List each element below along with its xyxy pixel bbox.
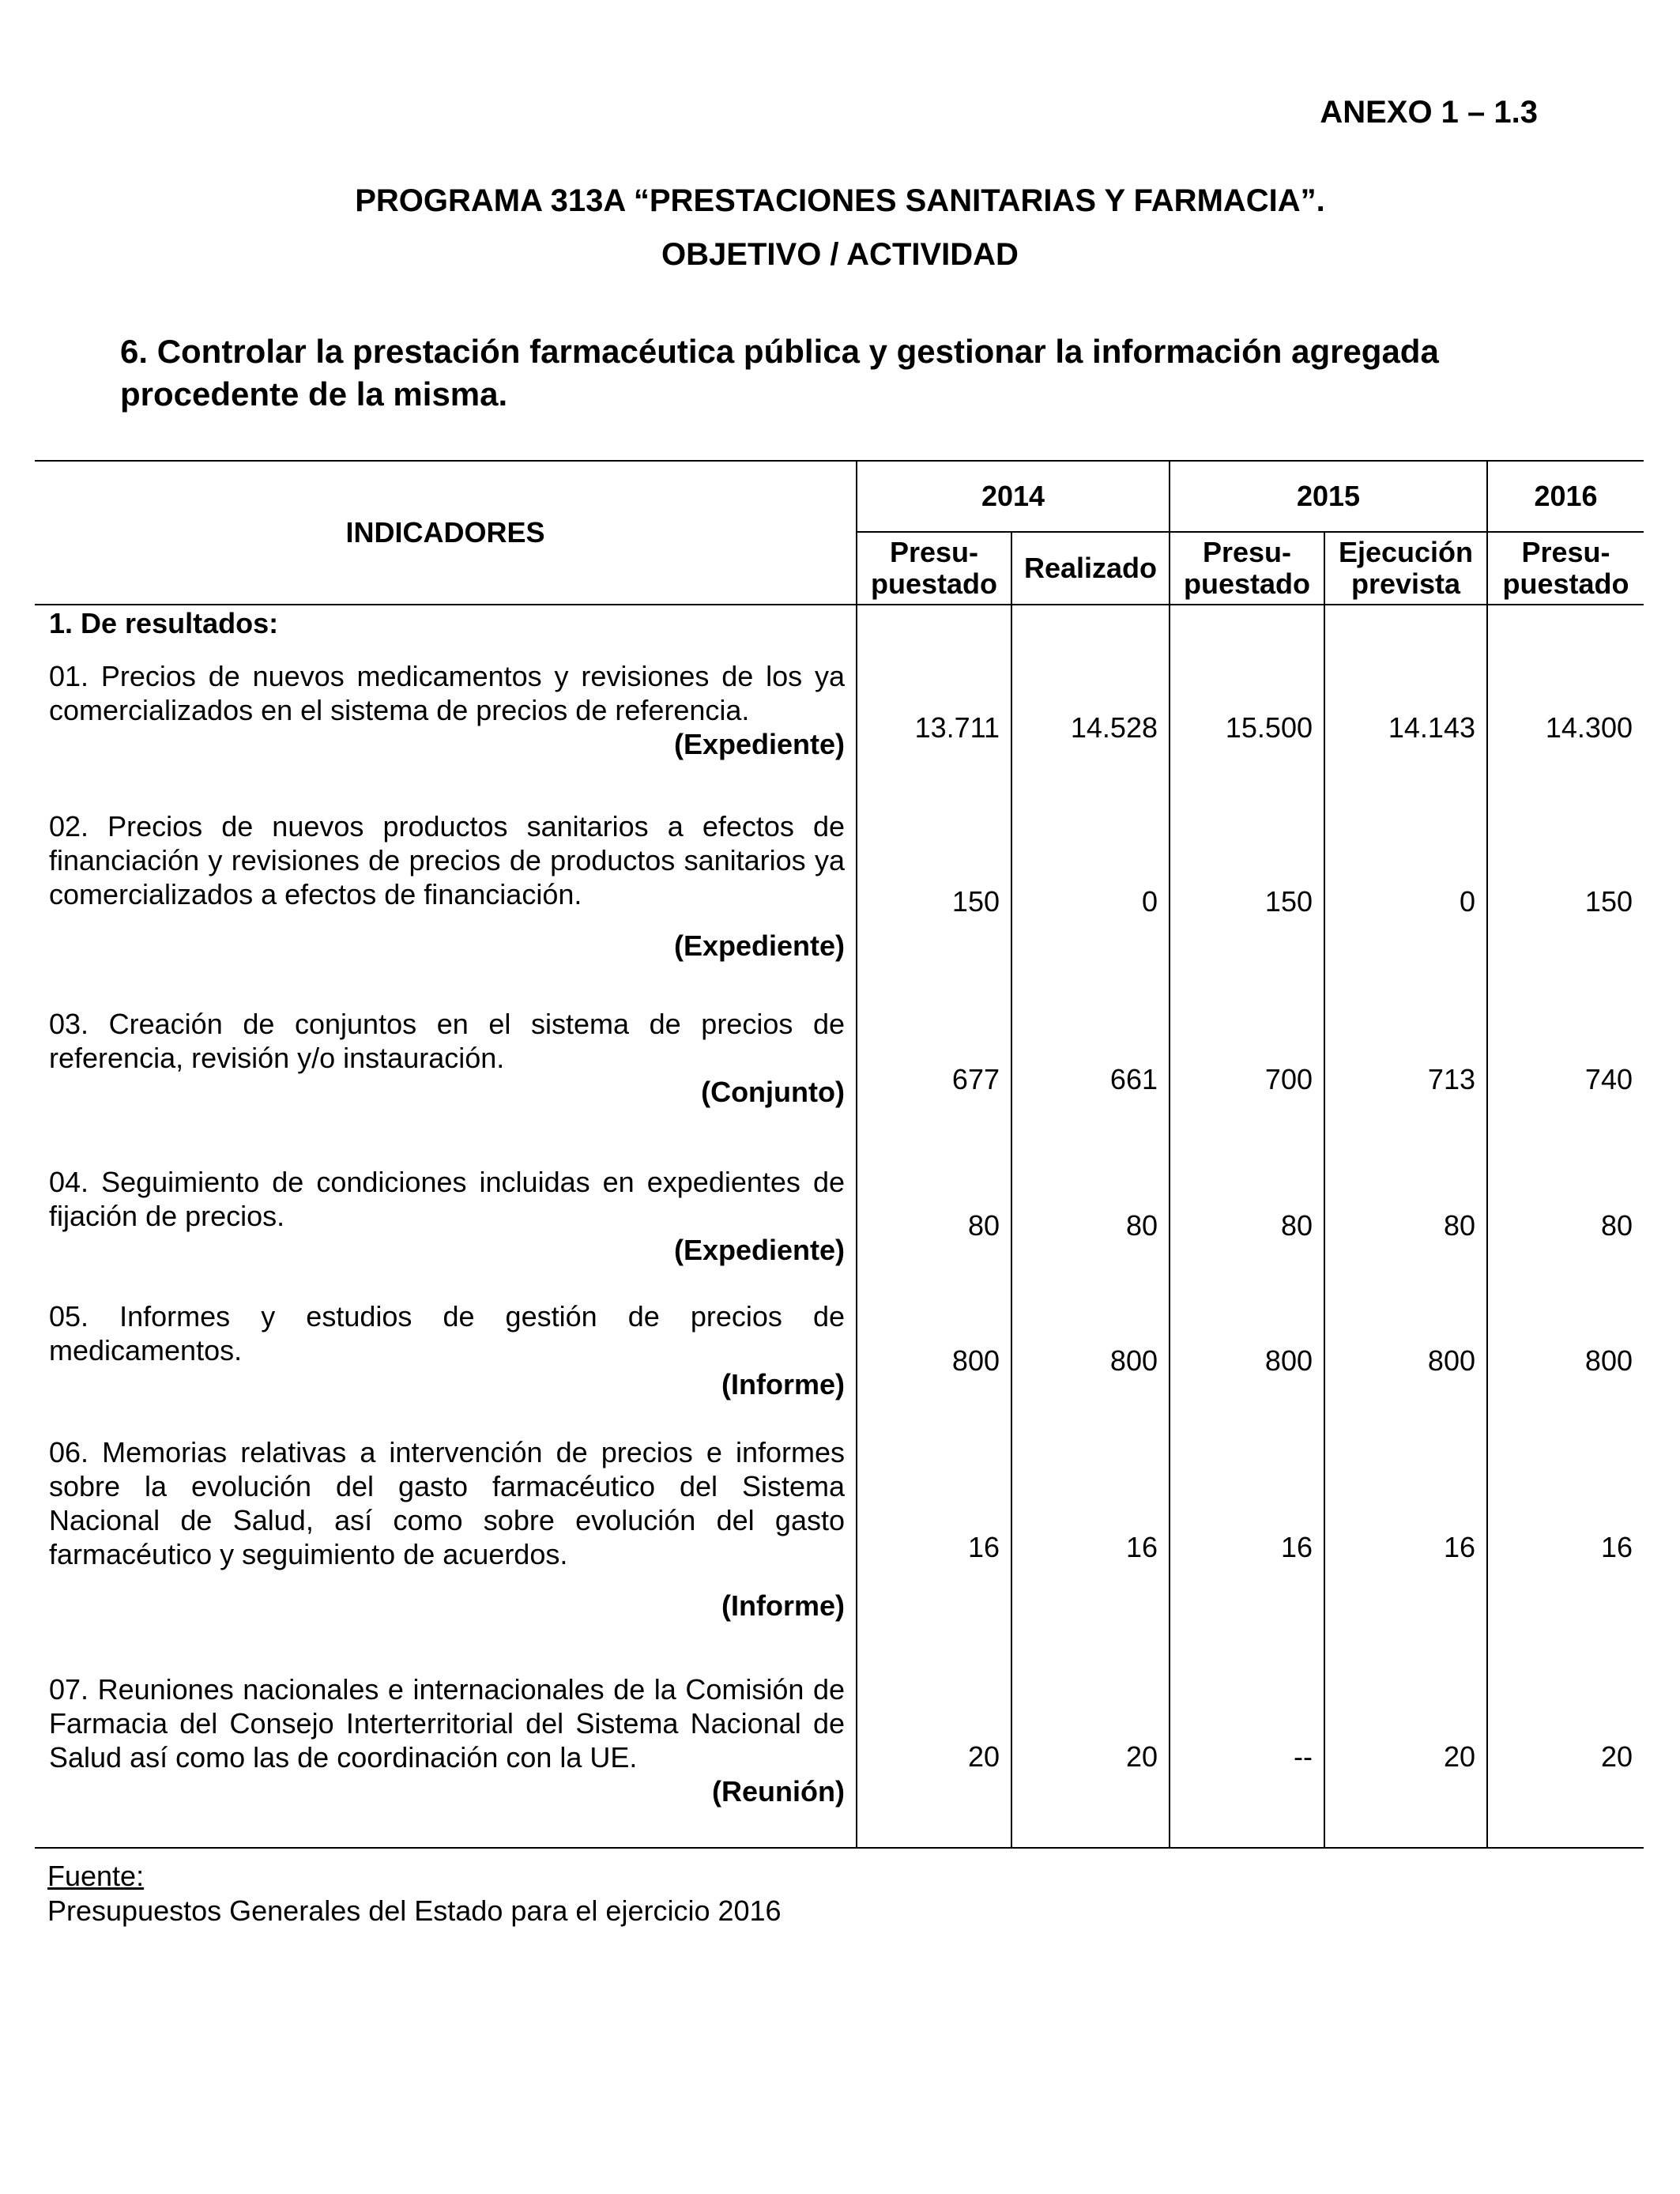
table-row bbox=[35, 1001, 1644, 1159]
table-row bbox=[35, 653, 1644, 803]
value-cell: 700 bbox=[1170, 1001, 1324, 1159]
value-cell: 20 bbox=[1324, 1666, 1487, 1848]
indicator-description bbox=[35, 1429, 857, 1666]
value-cell: 16 bbox=[857, 1429, 1011, 1666]
indicator-unit: (Expediente) bbox=[673, 929, 845, 962]
indicator-unit: (Reunión) bbox=[712, 1775, 845, 1808]
value-cell: 16 bbox=[1487, 1429, 1644, 1666]
indicator-text: 07. Reuniones nacionales e internacionales de la Comisión de Farmacia del Consejo Interterritorial del Sistema Nacional de Salud así como las de coordinación con la UE. bbox=[49, 1673, 845, 1774]
source-note bbox=[47, 1859, 782, 1928]
value-cell: 713 bbox=[1324, 1001, 1487, 1159]
value-cell: 150 bbox=[1170, 803, 1324, 1001]
indicator-unit: (Informe) bbox=[721, 1589, 845, 1622]
year-header-2015: 2015 bbox=[1170, 461, 1487, 532]
value-cell: 16 bbox=[1170, 1429, 1324, 1666]
value-cell: 80 bbox=[1324, 1159, 1487, 1293]
subheader-2014-budgeted: Presu- puestado bbox=[857, 532, 1011, 605]
annex-label: ANEXO 1 – 1.3 bbox=[1320, 95, 1538, 130]
indicator-description bbox=[35, 1293, 857, 1429]
program-subtitle: OBJETIVO / ACTIVIDAD bbox=[661, 237, 1019, 272]
value-cell: 14.300 bbox=[1487, 653, 1644, 803]
indicator-description bbox=[35, 1001, 857, 1159]
indicator-unit: (Conjunto) bbox=[701, 1076, 845, 1108]
value-cell: 800 bbox=[857, 1293, 1011, 1429]
value-cell: 80 bbox=[857, 1159, 1011, 1293]
value-cell: -- bbox=[1170, 1666, 1324, 1848]
table-row bbox=[35, 1293, 1644, 1429]
value-cell: 150 bbox=[1487, 803, 1644, 1001]
indicator-unit: (Informe) bbox=[721, 1368, 845, 1400]
subheader-2015-budgeted: Presu- puestado bbox=[1170, 532, 1324, 605]
value-cell: 661 bbox=[1011, 1001, 1170, 1159]
indicator-text: 01. Precios de nuevos medicamentos y revisiones de los ya comercializados en el sistema de precios de referencia. bbox=[49, 660, 845, 726]
subheader-2014-realized: Realizado bbox=[1011, 532, 1170, 605]
value-cell: 80 bbox=[1487, 1159, 1644, 1293]
value-cell: 0 bbox=[1324, 803, 1487, 1001]
subheader-2015-forecast: Ejecución prevista bbox=[1324, 532, 1487, 605]
indicator-description bbox=[35, 653, 857, 803]
indicator-description bbox=[35, 803, 857, 1001]
section-label: 1. De resultados: bbox=[49, 607, 279, 639]
indicators-header: INDICADORES bbox=[35, 461, 857, 605]
value-cell: 20 bbox=[1011, 1666, 1170, 1848]
program-title: PROGRAMA 313A “PRESTACIONES SANITARIAS Y FARMACIA”. bbox=[355, 183, 1325, 218]
indicator-text: 02. Precios de nuevos productos sanitarios a efectos de financiación y revisiones de precios de productos sanitarios ya comercializados a efectos de financiación. bbox=[49, 810, 845, 910]
table-row bbox=[35, 1666, 1644, 1848]
year-header-2014: 2014 bbox=[857, 461, 1170, 532]
source-label: Fuente: bbox=[47, 1860, 145, 1892]
value-cell: 14.528 bbox=[1011, 653, 1170, 803]
indicator-text: 05. Informes y estudios de gestión de precios de medicamentos. bbox=[49, 1300, 845, 1367]
indicator-description bbox=[35, 1666, 857, 1848]
table-row bbox=[35, 1159, 1644, 1293]
source-text: Presupuestos Generales del Estado para el ejercicio 2016 bbox=[47, 1894, 782, 1927]
value-cell: 800 bbox=[1170, 1293, 1324, 1429]
value-cell: 0 bbox=[1011, 803, 1170, 1001]
year-header-2016: 2016 bbox=[1487, 461, 1644, 532]
value-cell: 13.711 bbox=[857, 653, 1011, 803]
subheader-2016-budgeted: Presu- puestado bbox=[1487, 532, 1644, 605]
indicator-unit: (Expediente) bbox=[673, 728, 845, 760]
indicator-text: 06. Memorias relativas a intervención de precios e informes sobre la evolución del gasto farmacéutico del Sistema Nacional de Salud, así como sobre evolución del gasto farmacéutico y seguimiento de acuerdos. bbox=[49, 1436, 845, 1570]
value-cell: 15.500 bbox=[1170, 653, 1324, 803]
value-cell: 80 bbox=[1011, 1159, 1170, 1293]
indicator-text: 03. Creación de conjuntos en el sistema de precios de referencia, revisión y/o instauración. bbox=[49, 1008, 845, 1074]
table-row bbox=[35, 803, 1644, 1001]
indicator-unit: (Expediente) bbox=[673, 1234, 845, 1266]
value-cell: 677 bbox=[857, 1001, 1011, 1159]
value-cell: 150 bbox=[857, 803, 1011, 1001]
value-cell: 14.143 bbox=[1324, 653, 1487, 803]
indicator-description bbox=[35, 1159, 857, 1293]
value-cell: 800 bbox=[1324, 1293, 1487, 1429]
value-cell: 740 bbox=[1487, 1001, 1644, 1159]
value-cell: 16 bbox=[1324, 1429, 1487, 1666]
value-cell: 800 bbox=[1487, 1293, 1644, 1429]
indicator-text: 04. Seguimiento de condiciones incluidas en expedientes de fijación de precios. bbox=[49, 1166, 845, 1232]
value-cell: 20 bbox=[857, 1666, 1011, 1848]
value-cell: 20 bbox=[1487, 1666, 1644, 1848]
objective-heading: 6. Controlar la prestación farmacéutica pública y gestionar la información agregada procedente de la misma. bbox=[120, 333, 1439, 413]
table-row bbox=[35, 1429, 1644, 1666]
value-cell: 16 bbox=[1011, 1429, 1170, 1666]
indicators-table bbox=[35, 460, 1644, 1849]
value-cell: 80 bbox=[1170, 1159, 1324, 1293]
value-cell: 800 bbox=[1011, 1293, 1170, 1429]
